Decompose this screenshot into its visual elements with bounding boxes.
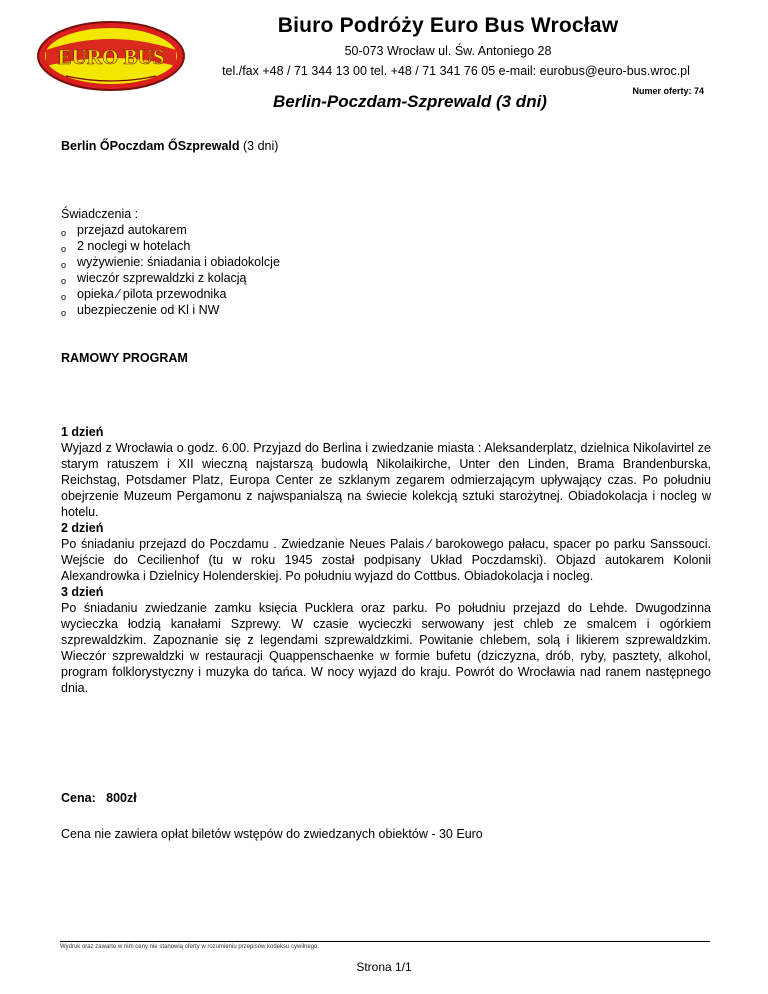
trip-title: Berlin-Poczdam-Szprewald (3 dni) <box>273 92 547 111</box>
list-item: o wyżywienie: śniadania i obiadokolcje <box>61 254 711 270</box>
day-3-title: 3 dzień <box>61 585 104 599</box>
logo-text: EURO BUS <box>57 45 165 69</box>
bullet-icon: o <box>61 276 67 286</box>
company-name: Biuro Podróży Euro Bus Wrocław <box>277 14 619 37</box>
price-value: 800zł <box>106 791 137 805</box>
bullet-icon: o <box>61 228 67 238</box>
list-item: o ubezpieczenie od Kl i NW <box>61 302 711 318</box>
footer-divider <box>60 941 710 942</box>
bullet-icon: o <box>61 292 67 302</box>
price-line <box>61 790 711 806</box>
bullet-icon: o <box>61 308 67 318</box>
price-note: Cena nie zawiera opłat biletów wstępów do zwiedzanych obiektów - 30 Euro <box>61 827 483 841</box>
day-3-text: Po śniadaniu zwiedzanie zamku księcia Pucklera oraz parku. Po południu przejazd do Lehde. Dwugodzinna wycieczka łodzią kanałami Szprewy. W czasie wycieczki serwowany jest chleb ze smalcem i ogórkiem szprewaldzkim. Zapoznanie się z legendami szprewaldzkimi. Powitanie chlebem, solą i likierem szprewaldzkim. Wieczór szprewaldzki w restauracji Quappenschaenke w formie bufetu (dziczyzna, drób, ryby, pasztety, alkohol, program folklorystyczny i muzyka do tańca. W nocy wyjazd do kraju. Powrót do Wrocławia nad ranem następnego dnia. <box>61 601 711 695</box>
price-label: Cena: <box>61 791 96 805</box>
offer-content <box>61 138 711 842</box>
page-number: Strona 1/1 <box>356 960 412 974</box>
program-days <box>61 424 711 696</box>
offer-number: Numer oferty: 74 <box>632 86 704 96</box>
services-list <box>61 222 711 318</box>
program-heading: RAMOWY PROGRAM <box>61 351 188 365</box>
list-item: o przejazd autokarem <box>61 222 711 238</box>
company-contact: tel./fax +48 / 71 344 13 00 tel. +48 / 71 341 76 05 e-mail: eurobus@euro-bus.wroc.pl <box>222 64 690 78</box>
company-address: 50-073 Wrocław ul. Św. Antoniego 28 <box>344 44 552 58</box>
list-item: o opieka ⁄ pilota przewodnika <box>61 286 711 302</box>
footer-disclaimer: Wydruk oraz zawarte w nim ceny nie stanowią oferty w rozumieniu przepisów kodeksu cywilnego. <box>60 944 320 950</box>
day-2-text: Po śniadaniu przejazd do Poczdamu . Zwiedzanie Neues Palais ⁄ barokowego pałacu, spacer po parku Sanssouci. Wejście do Cecilienhof (tu w roku 1945 został podpisany Układ Poczdamski). Objazd autokarem Kolonii Alexandrowka i Dzielnicy Holenderskiej. Po południu wyjazd do Cottbus. Obiadokolacja i nocleg. <box>61 537 711 583</box>
euro-bus-logo <box>36 20 186 92</box>
bullet-icon: o <box>61 244 67 254</box>
day-1-text: Wyjazd z Wrocławia o godz. 6.00. Przyjazd do Berlina i zwiedzanie miasta : Aleksanderplatz, dzielnica Nikolavirtel ze starym ratuszem i XII wieczną najstarszą budowlą Nikolaikirche, Unter den Linden, Brama Brandenburska, Reichstag, Potsdamer Platz, Europa Center ze szklanym zegarem odmierzającym upływający czas. Po południu obejrzenie Muzeum Pergamonu z najwspanialszą na świecie kolekcją sztuki starożytnej. Obiadokolacja i nocleg w hotelu. <box>61 441 711 519</box>
list-item: o 2 noclegi w hotelach <box>61 238 711 254</box>
services-heading: Świadczenia : <box>61 207 139 221</box>
day-2-title: 2 dzień <box>61 521 104 535</box>
list-item: o wieczór szprewaldzki z kolacją <box>61 270 711 286</box>
route-name: Berlin ŐPoczdam ŐSzprewald <box>61 139 240 153</box>
route-duration: (3 dni) <box>243 139 279 153</box>
bullet-icon: o <box>61 260 67 270</box>
route-line <box>61 138 711 154</box>
day-1-title: 1 dzień <box>61 425 104 439</box>
